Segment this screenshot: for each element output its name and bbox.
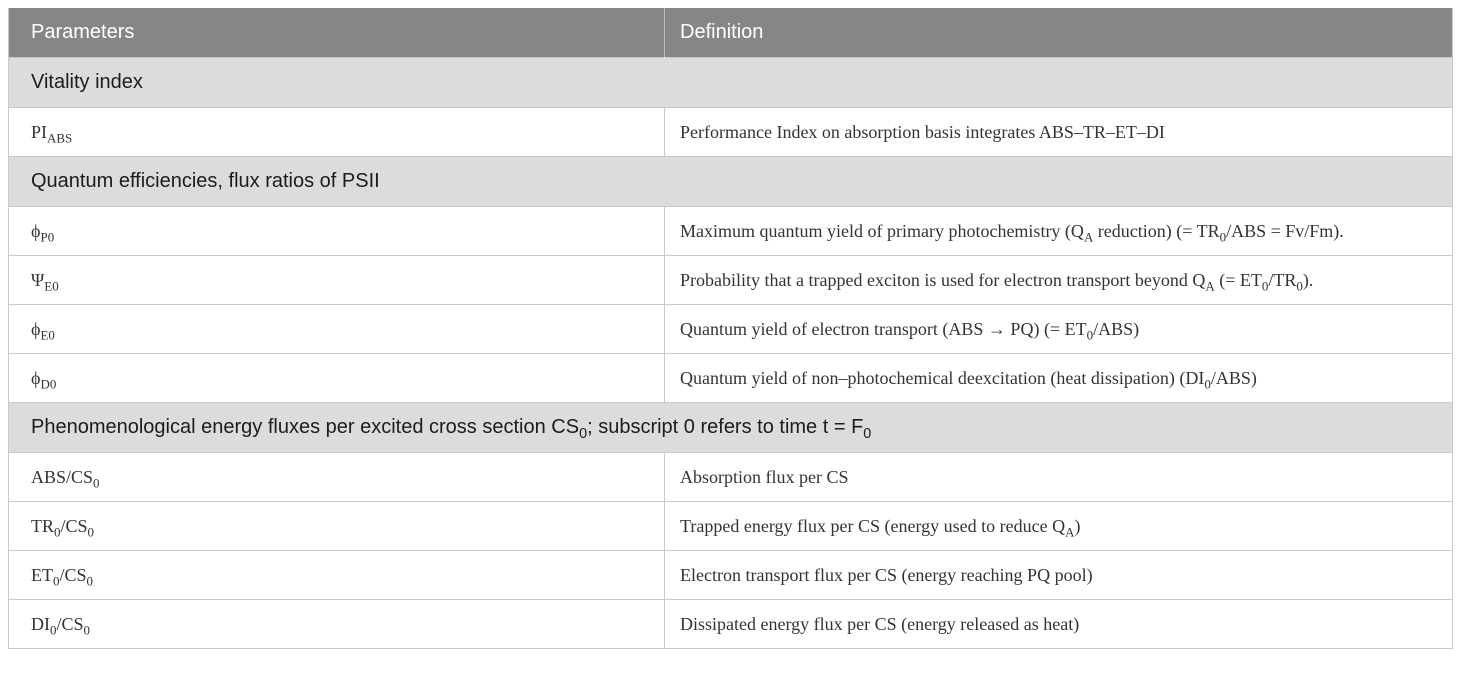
parameter-cell: $ET_0/CS_0$ [9, 550, 665, 599]
definition-cell: Dissipated energy flux per CS (energy released as heat) [665, 599, 1453, 648]
parameter-cell: $PI_{ABS}$ [9, 107, 665, 156]
section-row [9, 57, 1453, 107]
definition-cell: Quantum yield of non–photochemical deexcitation (heat dissipation) $(DI_0/ABS)$ [665, 353, 1453, 402]
section-row [9, 156, 1453, 206]
parameter-cell: $TR_0/CS_0$ [9, 501, 665, 550]
section-title: Vitality index [9, 57, 1453, 107]
parameter-cell: $\phi_{D0}$ [9, 353, 665, 402]
definition-cell: Electron transport flux per CS (energy reaching PQ pool) [665, 550, 1453, 599]
table-row [9, 255, 1453, 304]
table-body [9, 57, 1453, 648]
table-row [9, 107, 1453, 156]
section-title: Quantum efficiencies, flux ratios of PSII [9, 156, 1453, 206]
definition-cell: Performance Index on absorption basis integrates ABS–TR–ET–DI [665, 107, 1453, 156]
section-row [9, 402, 1453, 452]
table-row [9, 206, 1453, 255]
table-row [9, 452, 1453, 501]
definition-cell: Trapped energy flux per CS (energy used to reduce $Q_A$) [665, 501, 1453, 550]
parameters-definition-table [8, 8, 1453, 649]
table-row [9, 550, 1453, 599]
column-header-definition: Definition [665, 8, 1453, 57]
definition-cell: Quantum yield of electron transport (ABS → PQ) (= $ET_0/ABS$) [665, 304, 1453, 353]
parameter-cell: $\Psi_{E0}$ [9, 255, 665, 304]
parameter-cell: $DI_0/CS_0$ [9, 599, 665, 648]
parameter-cell: $\phi_{E0}$ [9, 304, 665, 353]
table-row [9, 599, 1453, 648]
table-header-row [9, 8, 1453, 57]
definition-cell: Absorption flux per CS [665, 452, 1453, 501]
parameter-cell: ABS/$CS_0$ [9, 452, 665, 501]
section-title: Phenomenological energy fluxes per excited cross section $CS_0$; subscript 0 refers to time $t = F_0$ [9, 402, 1453, 452]
table-row [9, 353, 1453, 402]
definition-cell: Probability that a trapped exciton is used for electron transport beyond $Q_A$ (= $ET_0/TR_0$). [665, 255, 1453, 304]
definition-cell: Maximum quantum yield of primary photochemistry ($Q_A$ reduction) (= $TR_0$/ABS = Fv/Fm). [665, 206, 1453, 255]
parameter-cell: $\phi_{P0}$ [9, 206, 665, 255]
table-row [9, 304, 1453, 353]
column-header-parameters: Parameters [9, 8, 665, 57]
table-row [9, 501, 1453, 550]
